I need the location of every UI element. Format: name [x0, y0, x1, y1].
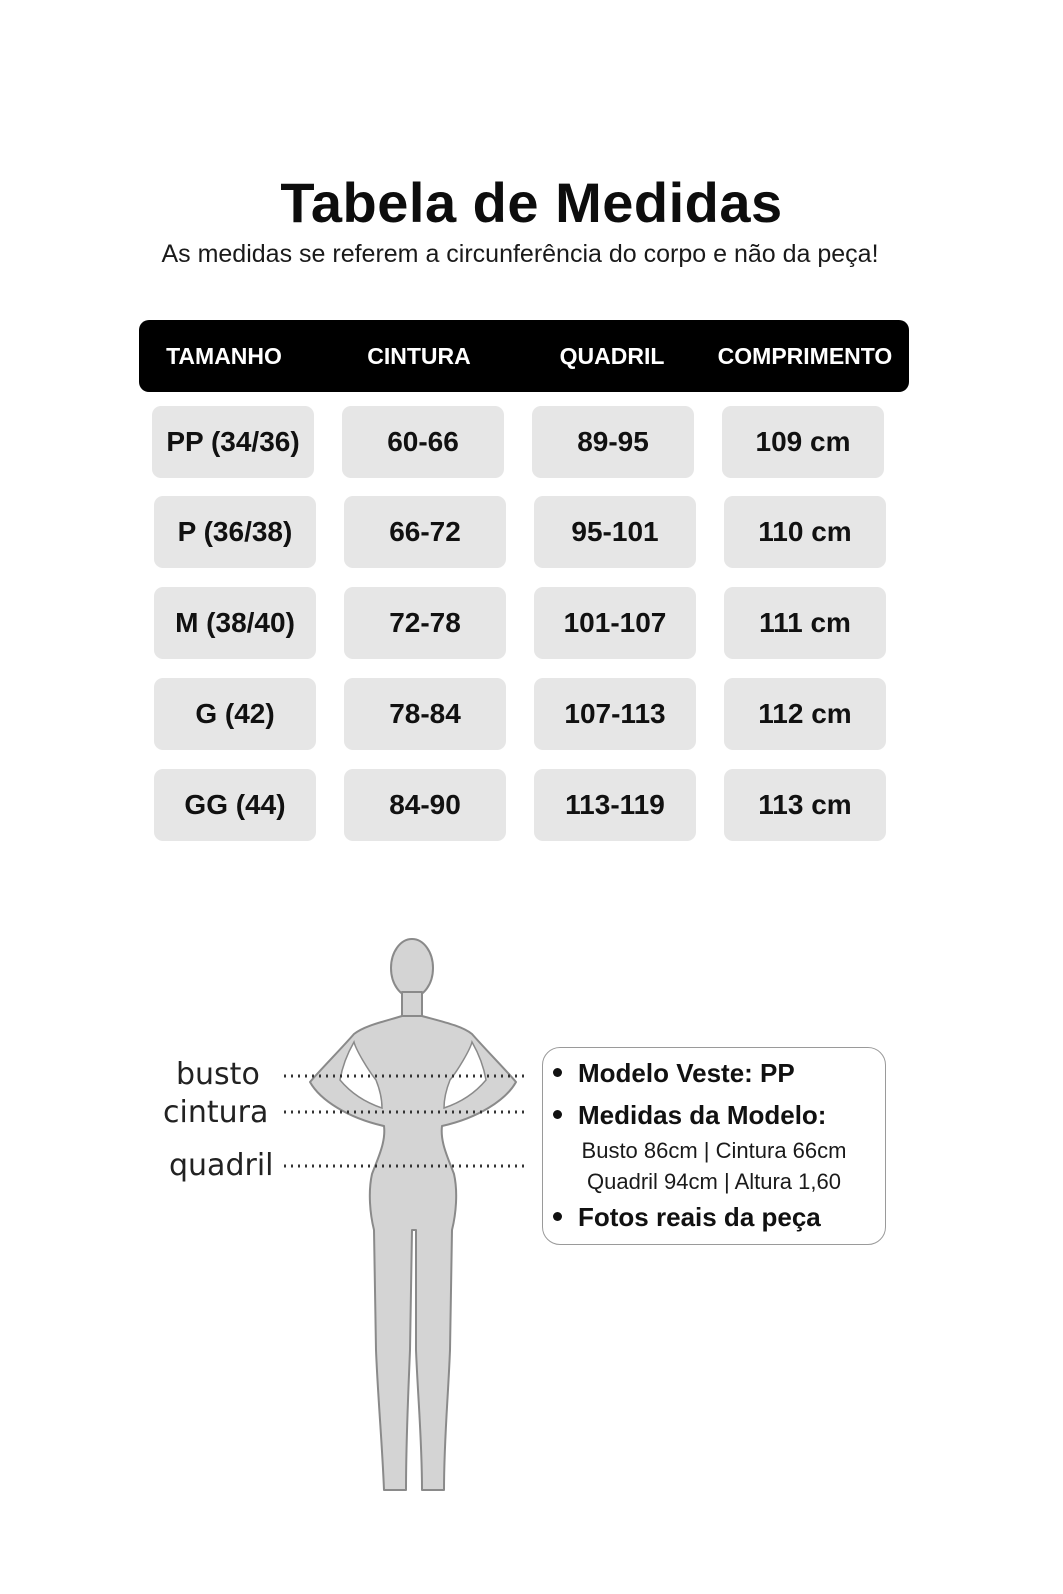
size-cell: P (36/38) — [154, 496, 316, 568]
hip-cell: 101-107 — [534, 587, 696, 659]
model-measurements-line-1: Busto 86cm | Cintura 66cm — [581, 1138, 847, 1163]
size-cell: M (38/40) — [154, 587, 316, 659]
hip-cell: 113-119 — [534, 769, 696, 841]
column-header-quadril: QUADRIL — [559, 343, 665, 369]
page-subtitle: As medidas se referem a circunferência do corpo e não da peça! — [161, 240, 879, 268]
page-title: Tabela de Medidas — [280, 171, 783, 234]
waist-cell: 60-66 — [342, 406, 504, 478]
cintura-label: cintura — [163, 1095, 269, 1130]
bullet-icon — [553, 1212, 562, 1221]
mannequin-silhouette — [310, 939, 516, 1490]
modelo-veste-text: Modelo Veste: PP — [578, 1058, 795, 1088]
bullet-medidas-modelo — [553, 1100, 826, 1131]
size-cell: PP (34/36) — [152, 406, 314, 478]
model-measurements-line-2: Quadril 94cm | Altura 1,60 — [587, 1169, 841, 1194]
quadril-label: quadril — [169, 1148, 274, 1183]
waist-cell: 84-90 — [344, 769, 506, 841]
bullet-icon — [553, 1068, 562, 1077]
length-cell: 113 cm — [724, 769, 886, 841]
waist-cell: 78-84 — [344, 678, 506, 750]
bullet-icon — [553, 1110, 562, 1119]
body-measurement-figure — [150, 930, 550, 1510]
size-table-header — [139, 320, 909, 392]
bullet-modelo-veste — [553, 1058, 795, 1089]
column-header-cintura: CINTURA — [367, 343, 471, 369]
busto-label: busto — [176, 1057, 260, 1092]
length-cell: 111 cm — [724, 587, 886, 659]
waist-cell: 66-72 — [344, 496, 506, 568]
bullet-fotos-reais — [553, 1202, 821, 1233]
medidas-modelo-title: Medidas da Modelo: — [578, 1100, 827, 1130]
length-cell: 109 cm — [722, 406, 884, 478]
hip-cell: 95-101 — [534, 496, 696, 568]
size-cell: G (42) — [154, 678, 316, 750]
fotos-reais-text: Fotos reais da peça — [578, 1202, 821, 1232]
hip-cell: 89-95 — [532, 406, 694, 478]
size-cell: GG (44) — [154, 769, 316, 841]
waist-cell: 72-78 — [344, 587, 506, 659]
model-info-box — [542, 1047, 886, 1245]
length-cell: 110 cm — [724, 496, 886, 568]
hip-cell: 107-113 — [534, 678, 696, 750]
column-header-tamanho: TAMANHO — [166, 343, 282, 369]
column-header-comprimento: COMPRIMENTO — [717, 343, 893, 369]
length-cell: 112 cm — [724, 678, 886, 750]
